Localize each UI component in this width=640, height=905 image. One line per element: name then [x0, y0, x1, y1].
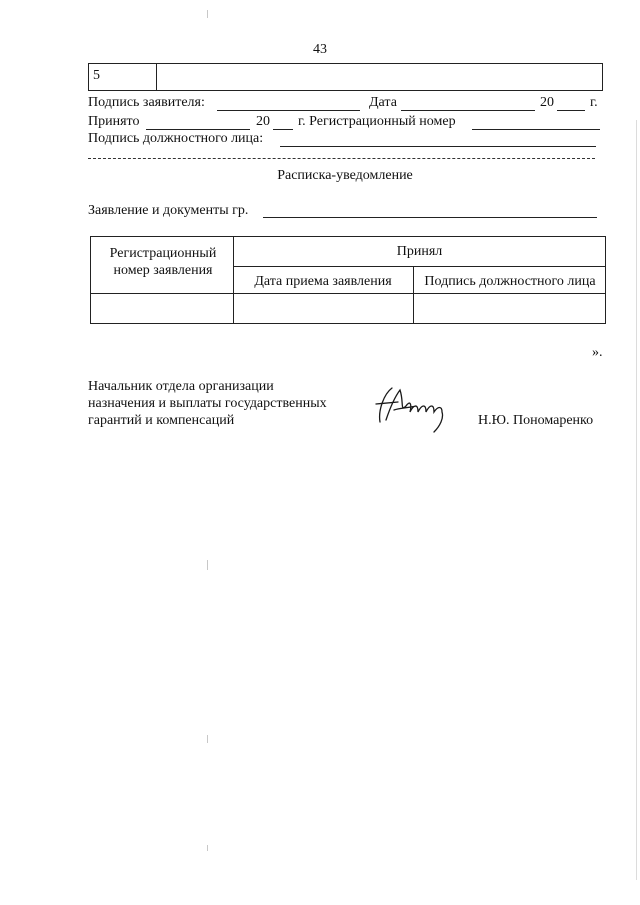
- year-prefix: 20: [540, 95, 554, 110]
- table-divider: [233, 266, 605, 267]
- receipt-table: [90, 236, 606, 324]
- receipt-title: Расписка-уведомление: [277, 168, 413, 183]
- cut-line: [88, 158, 595, 159]
- accepted-date-blank: [146, 129, 250, 130]
- scan-speck: [207, 845, 208, 851]
- signatory-name: Н.Ю. Пономаренко: [478, 413, 594, 428]
- page-number: 43: [313, 42, 327, 57]
- scan-speck: [207, 10, 208, 18]
- registration-number-header: Регистрационный номер заявления: [109, 246, 217, 278]
- scan-speck: [207, 560, 208, 570]
- position-line-3: гарантий и компенсаций: [88, 413, 235, 428]
- registration-number-blank: [472, 129, 600, 130]
- table-row: [88, 63, 603, 91]
- statement-label: Заявление и документы гр.: [88, 203, 249, 218]
- accepted-header: Принял: [396, 244, 443, 259]
- date-blank: [401, 110, 535, 111]
- official-signature-blank: [280, 146, 596, 147]
- applicant-signature-label: Подпись заявителя:: [88, 95, 205, 110]
- closing-quote: ».: [592, 345, 603, 360]
- position-line-2: назначения и выплаты государственных: [88, 396, 327, 411]
- year-suffix: г.: [590, 95, 598, 110]
- official-signature-label: Подпись должностного лица:: [88, 131, 264, 146]
- scan-edge: [636, 120, 637, 880]
- registration-number-label: г. Регистрационный номер: [298, 114, 456, 129]
- row-number-cell: 5: [89, 64, 157, 90]
- date-label: Дата: [369, 95, 397, 110]
- year-blank: [557, 110, 585, 111]
- statement-blank: [263, 217, 597, 218]
- position-line-1: Начальник отдела организации: [88, 379, 274, 394]
- accepted-label: Принято: [88, 114, 140, 129]
- handwritten-signature: [370, 382, 455, 434]
- acceptance-date-header: Дата приема заявления: [254, 274, 392, 289]
- accepted-year-blank: [273, 129, 293, 130]
- accepted-year-prefix: 20: [256, 114, 270, 129]
- table-divider: [91, 293, 605, 294]
- official-signature-header: Подпись должностного лица: [424, 274, 596, 289]
- scan-speck: [207, 735, 208, 743]
- applicant-signature-blank: [217, 110, 360, 111]
